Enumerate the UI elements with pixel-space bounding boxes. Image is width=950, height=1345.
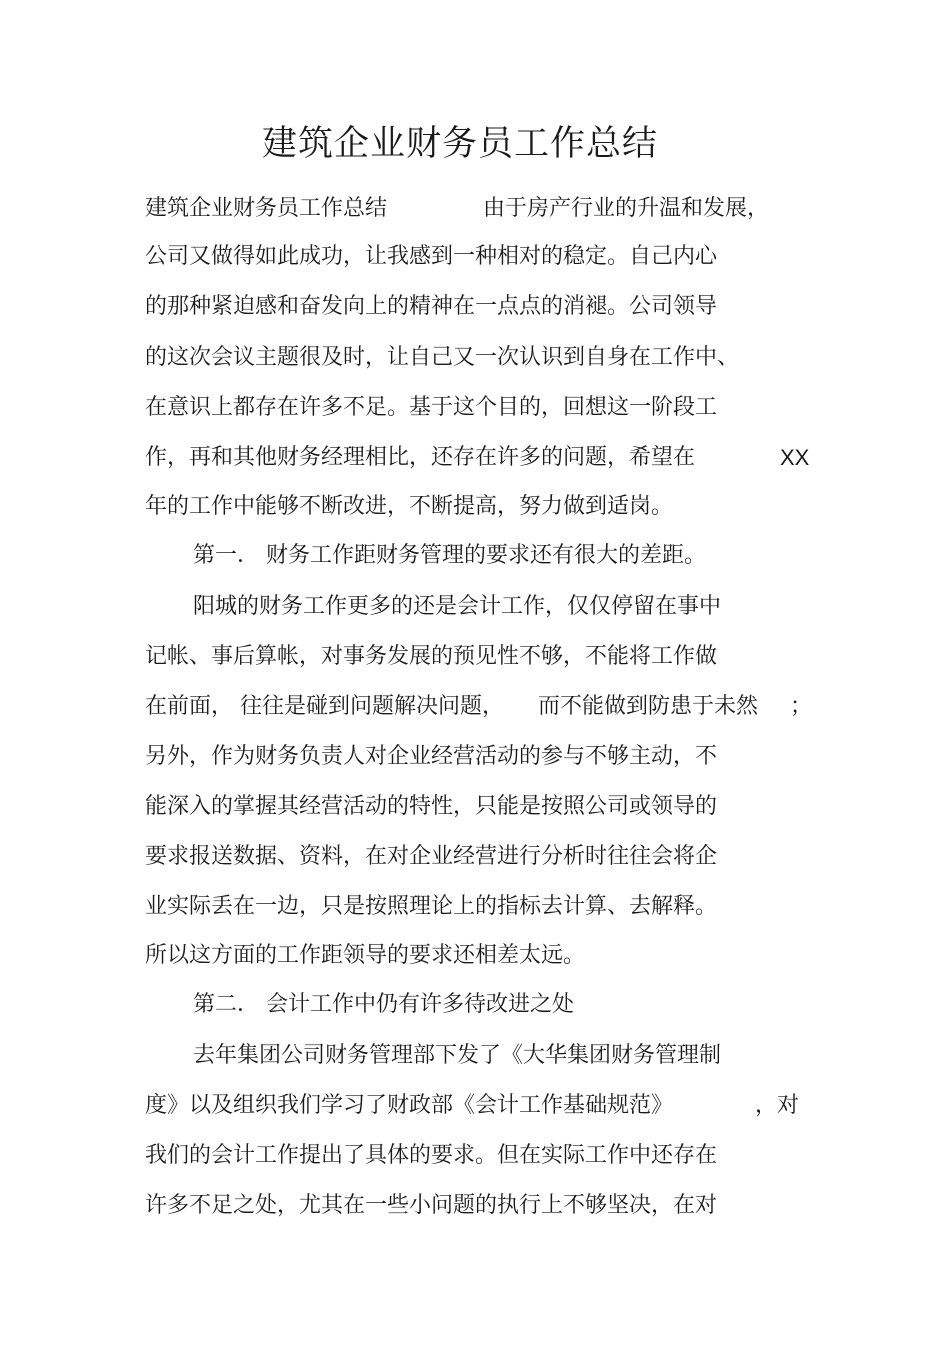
- paragraph-line: 阳城的财务工作更多的还是会计工作，仅仅停留在事中: [193, 594, 722, 619]
- paragraph-line: 的这次会议主题很及时，让自己又一次认识到自身在工作中、: [145, 345, 740, 370]
- paragraph-line: 要求报送数据、资料，在对企业经营进行分析时往往会将企: [145, 844, 718, 869]
- text-segment: 而不能做到防患于未然: [538, 694, 759, 719]
- year-placeholder: XX: [780, 445, 810, 470]
- section-heading: 第二． 会计工作中仍有许多待改进之处: [193, 992, 574, 1017]
- inline-heading: 建筑企业财务员工作总结: [145, 196, 388, 221]
- paragraph-line: 业实际丢在一边，只是按照理论上的指标去计算、去解释。: [145, 894, 718, 919]
- paragraph-line: [145, 692, 825, 722]
- paragraph-line: 我们的会计工作提出了具体的要求。但在实际工作中还存在: [145, 1143, 718, 1168]
- paragraph-line: [145, 194, 825, 224]
- text-segment: 由于房产行业的升温和发展，: [483, 196, 770, 221]
- text-segment: ，对: [755, 1093, 800, 1118]
- text-segment: 作，再和其他财务经理相比，还存在许多的问题，希望在: [145, 445, 696, 470]
- paragraph-line: [145, 1091, 825, 1121]
- paragraph-line: 另外，作为财务负责人对企业经营活动的参与不够主动，不: [145, 744, 718, 769]
- paragraph-line: 能深入的掌握其经营活动的特性，只能是按照公司或领导的: [145, 794, 718, 819]
- paragraph-line: 许多不足之处，尤其在一些小问题的执行上不够坚决，在对: [145, 1193, 718, 1218]
- text-segment: 在前面， 往往是碰到问题解决问题，: [145, 694, 504, 719]
- paragraph-line: 记帐、事后算帐，对事务发展的预见性不够，不能将工作做: [145, 644, 718, 669]
- paragraph-line: [145, 443, 825, 473]
- paragraph-line: 去年集团公司财务管理部下发了《大华集团财务管理制: [193, 1043, 722, 1068]
- text-segment: ；: [790, 694, 813, 719]
- paragraph-line: 的那种紧迫感和奋发向上的精神在一点点的消褪。公司领导: [145, 294, 718, 319]
- text-segment: 度》以及组织我们学习了财政部《会计工作基础规范》: [145, 1093, 674, 1118]
- paragraph-line: 公司又做得如此成功，让我感到一种相对的稳定。自己内心: [145, 244, 718, 269]
- document-title: 建筑企业财务员工作总结: [261, 124, 658, 164]
- paragraph-line: 年的工作中能够不断改进，不断提高，努力做到适岗。: [145, 494, 674, 519]
- paragraph-line: 所以这方面的工作距领导的要求还相差太远。: [145, 943, 586, 968]
- paragraph-line: 在意识上都存在许多不足。基于这个目的，回想这一阶段工: [145, 395, 718, 420]
- section-heading: 第一． 财务工作距财务管理的要求还有很大的差距。: [193, 543, 706, 568]
